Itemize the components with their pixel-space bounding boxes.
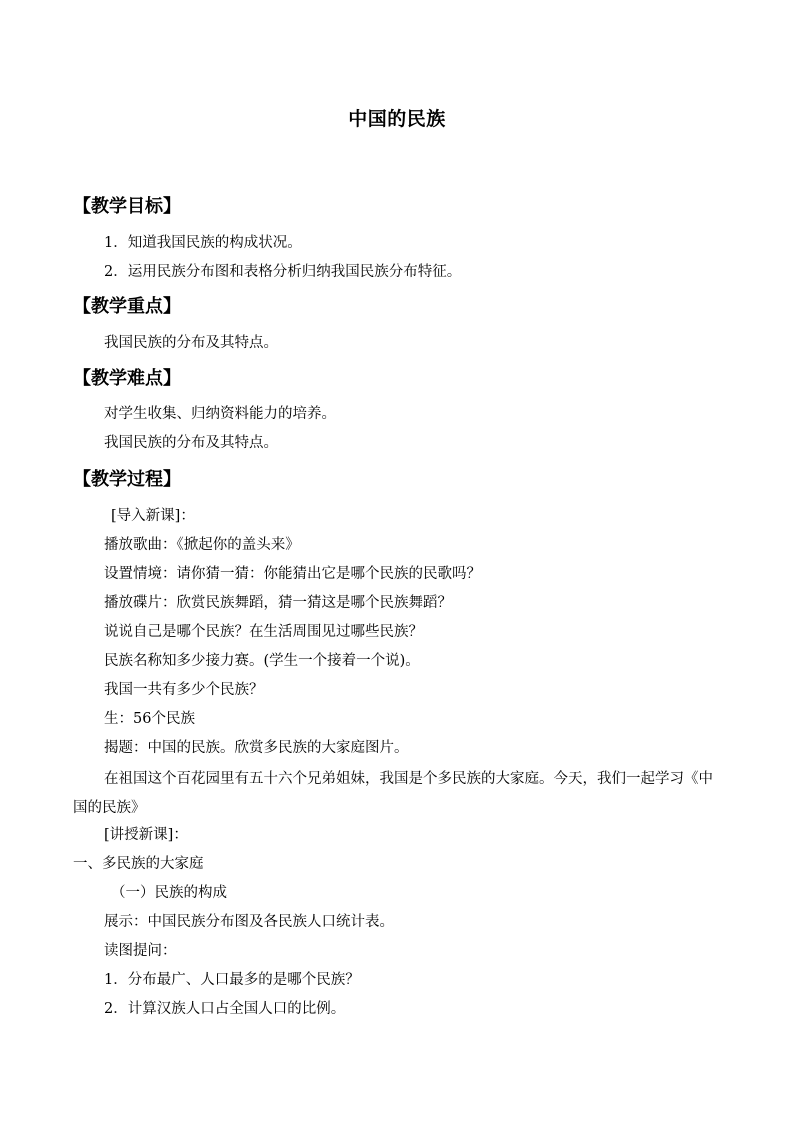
process-paragraph: 在祖国这个百花园里有五十六个兄弟姐妹，我国是个多民族的大家庭。今天，我们一起学习《中国的民族》 bbox=[73, 771, 713, 816]
objective-item-1: 1．知道我国民族的构成状况。 bbox=[104, 235, 302, 251]
heading-key-points: 【教学重点】 bbox=[73, 296, 181, 317]
heading-objectives: 【教学目标】 bbox=[73, 196, 181, 217]
new-lesson-label: [讲授新课]： bbox=[104, 827, 188, 843]
difficulty-item-1: 对学生收集、归纳资料能力的培养。 bbox=[104, 406, 336, 422]
question-item-1: 1．分布最广、人口最多的是哪个民族？ bbox=[104, 972, 360, 988]
difficulty-item-2: 我国民族的分布及其特点。 bbox=[104, 435, 278, 451]
process-line-question: 我国一共有多少个民族？ bbox=[104, 682, 264, 698]
process-line-relay: 民族名称知多少接力赛。(学生一个接着一个说)。 bbox=[104, 653, 420, 669]
process-line-dvd: 播放碟片：欣赏民族舞蹈，猜一猜这是哪个民族舞蹈？ bbox=[104, 595, 452, 611]
question-item-2: 2．计算汉族人口占全国人口的比例。 bbox=[104, 1001, 346, 1017]
process-line-topic: 揭题：中国的民族。欣赏多民族的大家庭图片。 bbox=[104, 740, 409, 756]
heading-difficulties: 【教学难点】 bbox=[73, 368, 181, 389]
process-line-song: 播放歌曲：《掀起你的盖头来》 bbox=[104, 537, 300, 553]
part-one-heading: 一、多民族的大家庭 bbox=[73, 856, 204, 872]
read-map-line: 读图提问： bbox=[104, 943, 177, 959]
process-line-answer: 生：56个民族 bbox=[104, 711, 195, 727]
heading-process: 【教学过程】 bbox=[73, 469, 181, 490]
show-line: 展示：中国民族分布图及各民族人口统计表。 bbox=[104, 914, 394, 930]
key-point-item-1: 我国民族的分布及其特点。 bbox=[104, 335, 278, 351]
process-line-self-ethnicity: 说说自己是哪个民族？在生活周围见过哪些民族？ bbox=[104, 624, 423, 640]
process-intro-label: [导入新课]： bbox=[111, 508, 195, 524]
page-title: 中国的民族 bbox=[348, 108, 446, 130]
objective-item-2: 2．运用民族分布图和表格分析归纳我国民族分布特征。 bbox=[104, 264, 462, 280]
process-line-scenario: 设置情境：请你猜一猜：你能猜出它是哪个民族的民歌吗？ bbox=[104, 566, 481, 582]
sub-one-heading: （一）民族的构成 bbox=[111, 885, 227, 901]
